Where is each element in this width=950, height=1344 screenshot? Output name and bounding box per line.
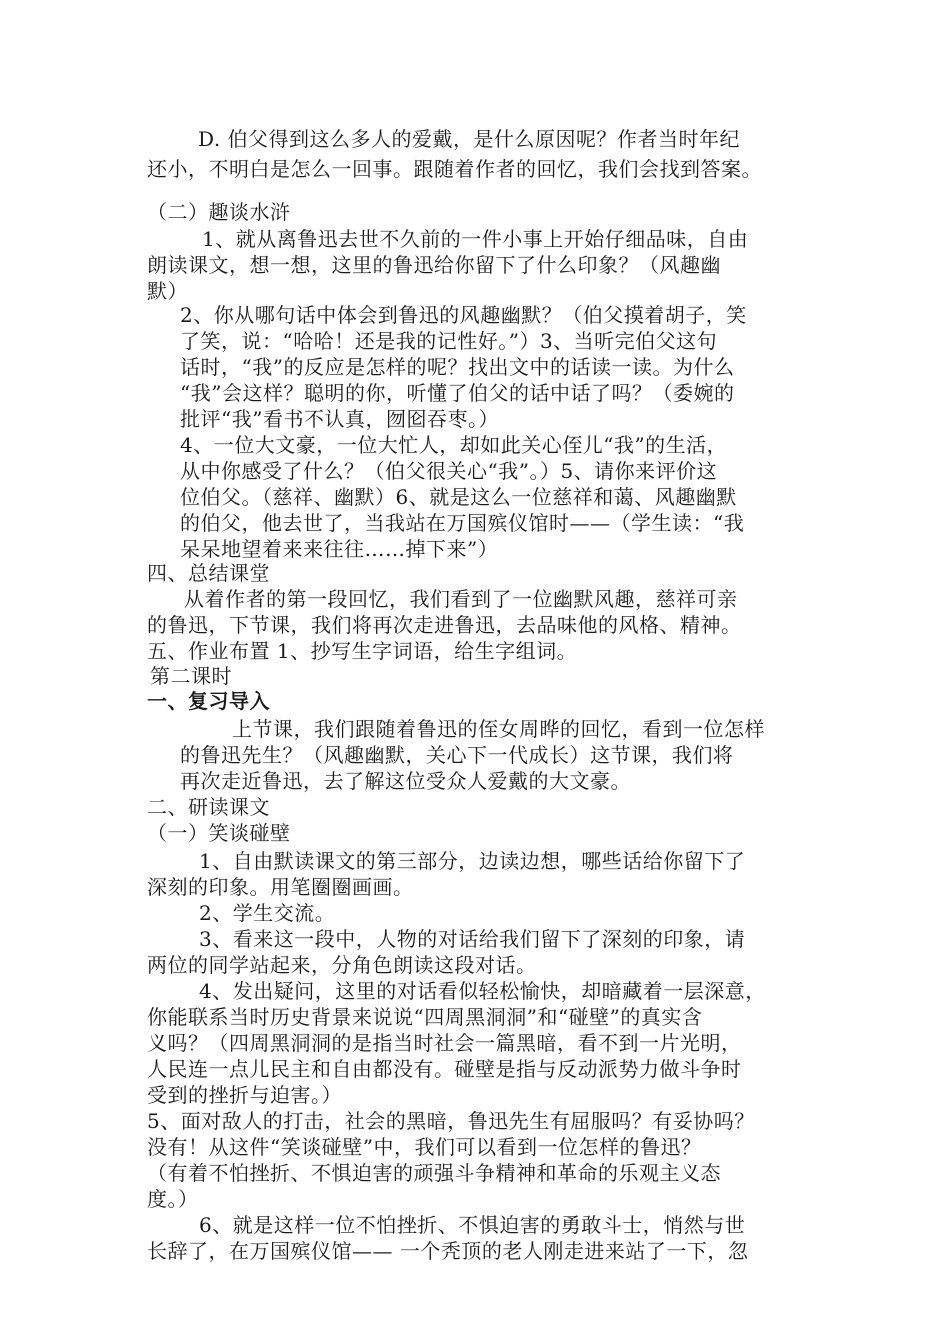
- paragraph-line: 长辞了，在万国殡仪馆—— 一个秃顶的老人刚走进来站了一下，忽: [147, 1239, 749, 1263]
- paragraph-line: 没有！从这件“笑谈碰壁”中，我们可以看到一位怎样的鲁迅？: [147, 1135, 702, 1159]
- paragraph-line: 的鲁迅，下节课，我们将再次走进鲁迅，去品味他的风格、精神。: [147, 613, 742, 637]
- paragraph-line: 6、就是这样一位不怕挫折、不惧迫害的勇敢斗士，悄然与世: [199, 1213, 746, 1237]
- section-heading: 五、作业布置 1、抄写生字词语，给生字组词。: [147, 639, 578, 663]
- paragraph-line: （有着不怕挫折、不惧迫害的顽强斗争精神和革命的乐观主义态: [147, 1161, 721, 1185]
- paragraph-line: 上节课，我们跟随着鲁迅的侄女周晔的回忆，看到一位怎样: [232, 717, 765, 741]
- paragraph-line: 再次走近鲁迅，去了解这位受众人爱戴的大文豪。: [180, 769, 631, 793]
- section-heading: 一、复习导入: [147, 689, 270, 713]
- paragraph-line: 2、学生交流。: [199, 901, 336, 925]
- section-heading: 二、研读课文: [147, 795, 270, 819]
- paragraph-line: 2、你从哪句话中体会到鲁迅的风趣幽默？（伯父摸着胡子，笑: [180, 303, 747, 327]
- paragraph-line: 两位的同学站起来，分角色朗读这段对话。: [147, 953, 537, 977]
- paragraph-line: “我”会这样？聪明的你，听懂了伯父的话中话了吗？（委婉的: [180, 381, 735, 405]
- section-heading: （二）趣谈水浒: [147, 200, 291, 224]
- paragraph-line: 人民连一点儿民主和自由都没有。碰壁是指与反动派势力做斗争时: [147, 1057, 742, 1081]
- paragraph-line: 了笑，说：“哈哈！还是我的记性好。”）3、当听完伯父这句: [180, 329, 718, 353]
- paragraph-line: 呆呆地望着来来往往……掉下来”）: [180, 537, 499, 561]
- paragraph-line: 3、看来这一段中，人物的对话给我们留下了深刻的印象，请: [199, 927, 746, 951]
- paragraph-line: 的鲁迅先生？（风趣幽默，关心下一代成长）这节课，我们将: [180, 743, 734, 767]
- paragraph-line: 4、发出疑问，这里的对话看似轻松愉快，却暗藏着一层深意，: [199, 979, 766, 1003]
- section-heading: （一）笑谈碰壁: [147, 821, 291, 845]
- paragraph-line: 5、面对敌人的打击，社会的黑暗，鲁迅先生有屈服吗？有妥协吗？: [147, 1109, 755, 1133]
- paragraph-line: 的伯父，他去世了，当我站在万国殡仪馆时——（学生读：“我: [180, 511, 745, 535]
- paragraph-line: 默）: [147, 279, 188, 303]
- paragraph-line: 度。）: [147, 1187, 199, 1211]
- paragraph-line: 批评“我”看书不认真，囫囵吞枣。）: [180, 407, 499, 431]
- paragraph-line: 深刻的印象。用笔圈圈画画。: [147, 875, 414, 899]
- paragraph-line: 你能联系当时历史背景来说说“四周黑洞洞”和“碰壁”的真实含: [147, 1005, 703, 1029]
- section-heading: 四、总结课堂: [147, 561, 270, 585]
- paragraph-line: 受到的挫折与迫害。）: [147, 1083, 342, 1107]
- paragraph-line: 1、自由默读课文的第三部分，边读边想，哪些话给你留下了: [199, 849, 746, 873]
- lesson-heading: 第二课时: [150, 664, 232, 688]
- paragraph-line: 还小，不明白是怎么一回事。跟随着作者的回忆，我们会找到答案。: [147, 157, 762, 181]
- paragraph-line: 从着作者的第一段回忆，我们看到了一位幽默风趣，慈祥可亲: [184, 587, 738, 611]
- paragraph-line: 从中你感受了什么？（伯父很关心“我”。）5、请你来评价这: [180, 459, 718, 483]
- paragraph-line: 话时，“我”的反应是怎样的呢？找出文中的话读一读。为什么: [180, 355, 735, 379]
- paragraph-line: 义吗？（四周黑洞洞的是指当时社会一篇黑暗，看不到一片光明，: [147, 1031, 742, 1055]
- paragraph-line: D. 伯父得到这么多人的爱戴，是什么原因呢？作者当时年纪: [198, 127, 741, 151]
- paragraph-line: 朗读课文，想一想，这里的鲁迅给你留下了什么印象？（风趣幽: [147, 253, 721, 277]
- paragraph-line: 1、就从离鲁迅去世不久前的一件小事上开始仔细品味，自由: [202, 227, 749, 251]
- paragraph-line: 位伯父。（慈祥、幽默）6、就是这么一位慈祥和蔼、风趣幽默: [180, 485, 737, 509]
- paragraph-line: 4、一位大文豪，一位大忙人，却如此关心侄儿“我”的生活，: [180, 433, 728, 457]
